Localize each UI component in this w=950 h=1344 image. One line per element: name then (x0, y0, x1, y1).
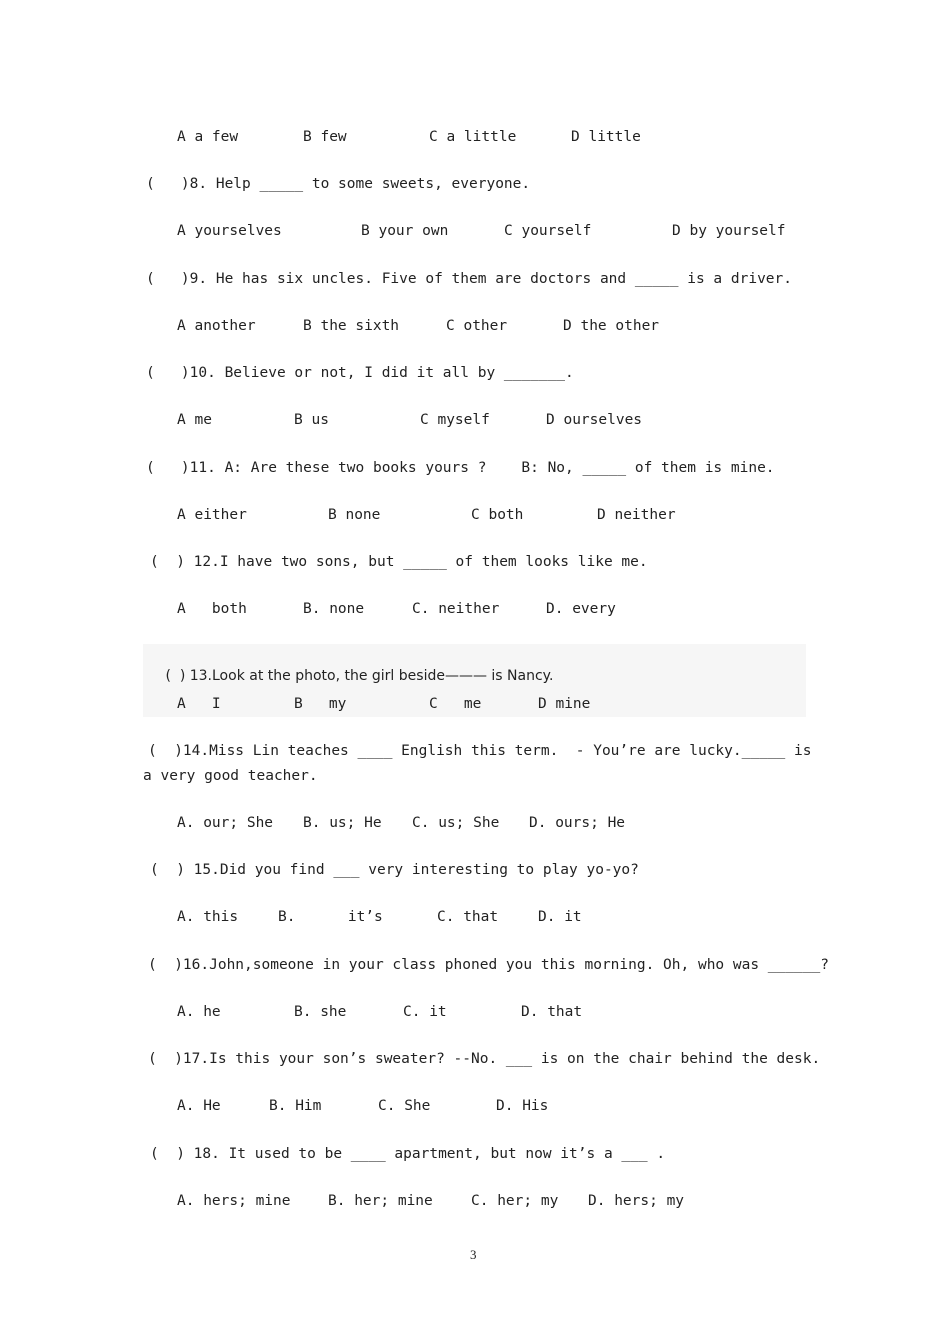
question-9: ( )9. He has six uncles. Five of them are doctors and _____ is a driver. (146, 271, 793, 287)
option-b: B. us; He (303, 815, 382, 831)
option-c: C yourself (504, 223, 592, 239)
option-c: C a little (429, 129, 517, 145)
option-d: D. ours; He (529, 815, 626, 831)
option-d: D little (571, 129, 641, 145)
question-11: ( )11. A: Are these two books yours ? B: No, _____ of them is mine. (146, 460, 775, 476)
option-a: A. this (177, 909, 239, 925)
option-c: C myself (420, 412, 490, 428)
option-a: A both (177, 601, 247, 617)
option-a: A me (177, 412, 212, 428)
option-d: D the other (563, 318, 660, 334)
option-b: B none (328, 507, 381, 523)
option-a: A. he (177, 1004, 221, 1020)
option-a: A either (177, 507, 247, 523)
option-a: A. our; She (177, 815, 274, 831)
question-10: ( )10. Believe or not, I did it all by _______. (146, 365, 574, 381)
option-d: D. it (538, 909, 582, 925)
option-a: A another (177, 318, 256, 334)
option-b: B your own (361, 223, 449, 239)
question-17: ( )17.Is this your son’s sweater? --No. ___ is on the chair behind the desk. (148, 1051, 821, 1067)
question-14-continued: a very good teacher. (143, 768, 318, 784)
question-12: ( ) 12.I have two sons, but _____ of them looks like me. (150, 554, 648, 570)
option-b: B the sixth (303, 318, 400, 334)
question-13-text: ( ) 13.Look at the photo, the girl beside——— is Nancy. (165, 668, 554, 684)
option-c: C me (429, 696, 482, 712)
option-a: A. He (177, 1098, 221, 1114)
option-b: B. it’s (278, 909, 383, 925)
option-c: C. She (378, 1098, 431, 1114)
option-c: C both (471, 507, 524, 523)
option-a: A a few (177, 129, 239, 145)
option-a: A I (177, 696, 221, 712)
option-d: D. that (521, 1004, 583, 1020)
option-a: A. hers; mine (177, 1193, 291, 1209)
question-18: ( ) 18. It used to be ____ apartment, but now it’s a ___ . (150, 1146, 666, 1162)
question-16: ( )16.John,someone in your class phoned you this morning. Oh, who was ______? (148, 957, 829, 973)
option-c: C. neither (412, 601, 500, 617)
option-d: D. His (496, 1098, 549, 1114)
option-b: B us (294, 412, 329, 428)
option-c: C. that (437, 909, 499, 925)
option-c: C. it (403, 1004, 447, 1020)
page-number: 3 (470, 1247, 477, 1262)
question-14: ( )14.Miss Lin teaches ____ English this term. - You’re are lucky._____ is (148, 743, 812, 759)
option-b: B. her; mine (328, 1193, 433, 1209)
question-13 (148, 646, 553, 686)
option-c: C. her; my (471, 1193, 559, 1209)
option-d: D mine (538, 696, 591, 712)
option-b: B. Him (269, 1098, 322, 1114)
option-b: B my (294, 696, 347, 712)
question-8: ( )8. Help _____ to some sweets, everyone. (146, 176, 531, 192)
option-d: D neither (597, 507, 676, 523)
option-b: B. she (294, 1004, 347, 1020)
option-b: B few (303, 129, 347, 145)
option-d: D. every (546, 601, 616, 617)
option-a: A yourselves (177, 223, 282, 239)
option-d: D ourselves (546, 412, 643, 428)
question-15: ( ) 15.Did you find ___ very interesting to play yo-yo? (150, 862, 639, 878)
option-d: D. hers; my (588, 1193, 685, 1209)
option-c: C other (446, 318, 508, 334)
option-b: B. none (303, 601, 365, 617)
option-c: C. us; She (412, 815, 500, 831)
option-d: D by yourself (672, 223, 786, 239)
